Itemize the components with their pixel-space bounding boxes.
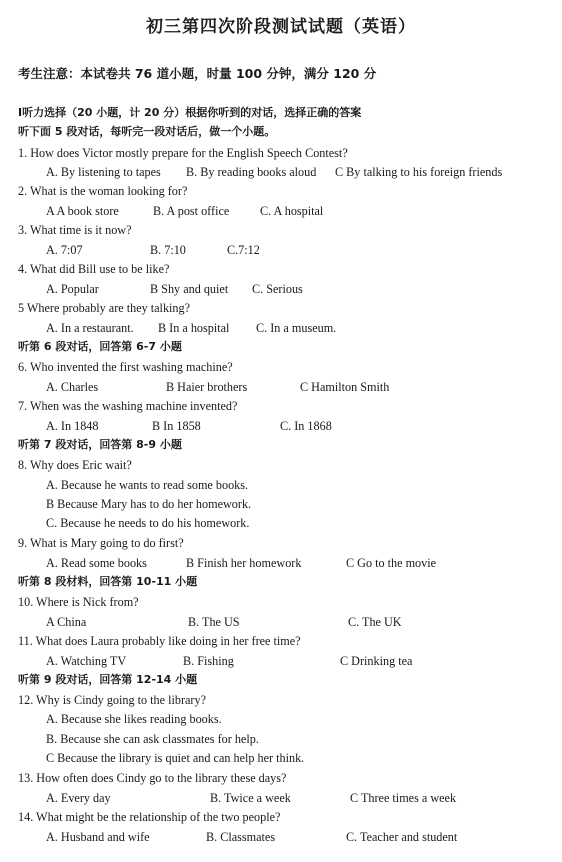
q13-option-a: A. Every day — [46, 791, 111, 805]
question-2: 2. What is the woman looking for? — [18, 184, 188, 198]
q7-option-a: A. In 1848 — [46, 419, 99, 433]
question-4: 4. What did Bill use to be like? — [18, 262, 170, 276]
q8-option-a: A. Because he wants to read some books. — [46, 478, 249, 492]
question-6: 6. Who invented the first washing machine? — [18, 360, 233, 374]
q9-option-a: A. Read some books — [46, 556, 147, 570]
q2-option-c: C. A hospital — [260, 204, 324, 218]
q2-option-a: A A book store — [46, 204, 119, 218]
section-note: 听下面 5 段对话，每听完一段对话后，做一个小题。 — [18, 125, 276, 138]
q5-option-b: B In a hospital — [158, 321, 230, 335]
question-14: 14. What might be the relationship of the two people? — [18, 810, 281, 824]
q10-option-b: B. The US — [188, 615, 240, 629]
q6-option-c: C Hamilton Smith — [300, 380, 390, 394]
q11-option-a: A. Watching TV — [46, 654, 127, 668]
dialogue-6-heading: 听第 6 段对话，回答第 6-7 小题 — [18, 340, 182, 353]
q13-option-c: C Three times a week — [350, 791, 457, 805]
question-10: 10. Where is Nick from? — [18, 595, 139, 609]
q3-option-b: B. 7:10 — [150, 243, 186, 257]
q14-option-b: B. Classmates — [206, 830, 276, 844]
dialogue-9-heading: 听第 9 段对话，回答第 12-14 小题 — [18, 673, 198, 686]
q8-option-c: C. Because he needs to do his homework. — [46, 516, 250, 530]
q14-option-c: C. Teacher and student — [346, 830, 458, 844]
q9-option-c: C Go to the movie — [346, 556, 437, 570]
q12-option-a: A. Because she likes reading books. — [46, 712, 222, 726]
q7-option-b: B In 1858 — [152, 419, 201, 433]
q3-option-c: C.7:12 — [227, 243, 260, 257]
dialogue-7-heading: 听第 7 段对话，回答第 8-9 小题 — [18, 438, 182, 451]
q6-option-b: B Haier brothers — [166, 380, 248, 394]
q5-option-a: A. In a restaurant. — [46, 321, 134, 335]
question-12: 12. Why is Cindy going to the library? — [18, 693, 206, 707]
q4-option-c: C. Serious — [252, 282, 303, 296]
question-8: 8. Why does Eric wait? — [18, 458, 132, 472]
q2-option-b: B. A post office — [153, 204, 230, 218]
question-7: 7. When was the washing machine invented? — [18, 399, 238, 413]
q11-option-b: B. Fishing — [183, 654, 234, 668]
question-3: 3. What time is it now? — [18, 223, 132, 237]
q13-option-b: B. Twice a week — [210, 791, 291, 805]
q10-option-c: C. The UK — [348, 615, 402, 629]
question-13: 13. How often does Cindy go to the library these days? — [18, 771, 287, 785]
q1-option-a: A. By listening to tapes — [46, 165, 161, 179]
page-title: 初三第四次阶段测试试题（英语） — [146, 17, 416, 37]
question-1: 1. How does Victor mostly prepare for the English Speech Contest? — [18, 146, 348, 160]
q11-option-c: C Drinking tea — [340, 654, 413, 668]
q3-option-a: A. 7:07 — [46, 243, 83, 257]
q10-option-a: A China — [46, 615, 87, 629]
q4-option-b: B Shy and quiet — [150, 282, 229, 296]
section-title: Ⅰ听力选择（20 小题，计 20 分）根据你听到的对话，选择正确的答案 — [18, 106, 362, 119]
q1-option-c: C By talking to his foreign friends — [335, 165, 503, 179]
q12-option-b: B. Because she can ask classmates for help. — [46, 732, 259, 746]
q8-option-b: B Because Mary has to do her homework. — [46, 497, 252, 511]
question-5: 5 Where probably are they talking? — [18, 301, 191, 315]
q1-option-b: B. By reading books aloud — [186, 165, 317, 179]
q4-option-a: A. Popular — [46, 282, 99, 296]
question-11: 11. What does Laura probably like doing in her free time? — [18, 634, 301, 648]
q5-option-c: C. In a museum. — [256, 321, 337, 335]
exam-notice: 考生注意：本试卷共 76 道小题，时量 100 分钟，满分 120 分 — [18, 66, 377, 81]
q6-option-a: A. Charles — [46, 380, 99, 394]
question-9: 9. What is Mary going to do first? — [18, 536, 184, 550]
q7-option-c: C. In 1868 — [280, 419, 332, 433]
q12-option-c: C Because the library is quiet and can help her think. — [46, 751, 305, 765]
q14-option-a: A. Husband and wife — [46, 830, 150, 844]
q9-option-b: B Finish her homework — [186, 556, 302, 570]
material-8-heading: 听第 8 段材料，回答第 10-11 小题 — [18, 575, 198, 588]
